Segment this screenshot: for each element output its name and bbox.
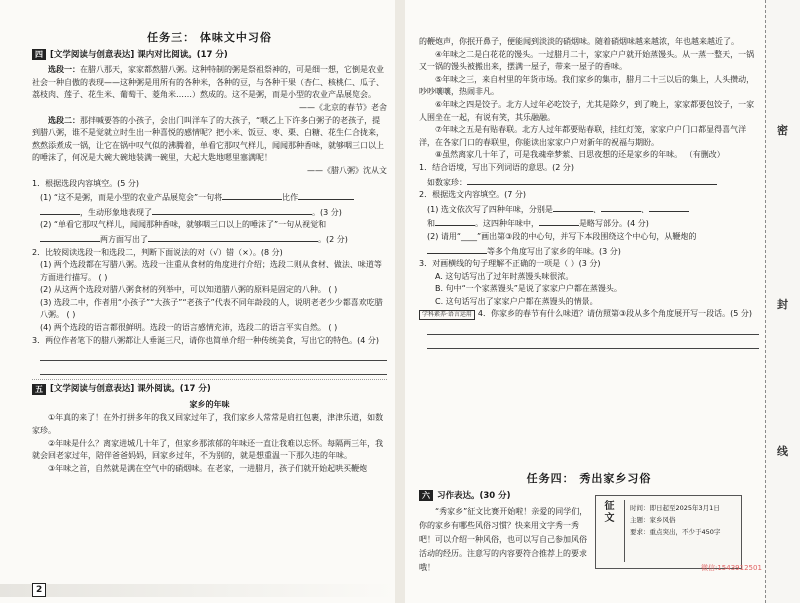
- article-para-2: ②年味是什么？离家进城几十年了，但家乡那浓郁的年味还一直让我难以忘怀。每隔两三年，我就会回老家过年，陪伴爸爸妈妈，回家乡过年，不为别的，就是想重温一下那久违的年味。: [32, 438, 384, 461]
- q1-part1-score: 。(3 分): [312, 207, 342, 217]
- r-q2-part1: (1) 选文依次写了四种年味，分别是 、 、: [419, 202, 759, 217]
- q1-part1: [32, 190, 387, 205]
- task3-title: 任务三： 体味文中习俗: [147, 31, 272, 44]
- r-q2-part1-text: (1) 选文依次写了四种年味，分别是: [427, 204, 553, 214]
- r-q1-item: [419, 175, 759, 190]
- r-q4-text: 4．你家乡的春节有什么味道？请仿照第③段从多个角度展开写一段话。(5 分): [477, 309, 753, 319]
- article-para-3: ③年味之首，自然就是满在空气中的硝烟味。在老家，一进腊月，孩子们就开始起哄买鞭炮: [48, 463, 368, 473]
- q1-part2-tail: 两方面写出了: [100, 234, 148, 244]
- literacy-tag: 学科素养·语言运用: [419, 310, 475, 320]
- essay-notice-card: [595, 495, 742, 569]
- r-q2-part2: (2) 请用“____”画出第③段的中心句，并写下本段围绕这个中心句，从鞭炮的: [427, 231, 697, 241]
- q2-item-3: [32, 297, 387, 322]
- answer-line[interactable]: [40, 349, 387, 361]
- q1-part1-cont: [32, 205, 387, 220]
- answer-line[interactable]: [427, 323, 759, 335]
- section6-number: 六: [419, 490, 433, 501]
- page-number: 2: [32, 583, 46, 597]
- r-q3-option-c: C. 这句话写出了家家户户都在蒸馒头的情景。: [435, 296, 598, 306]
- essay-prompt: “秀家乡”征文比赛开始啦！亲爱的同学们，你的家乡有哪些风俗习惯？快来用文字秀一秀吧！可以介绍一种风俗，也可以写自己参加风俗活动的经历。注意写的内容要符合推荐上的要求哦！: [419, 507, 588, 573]
- margin-mark-1: 密: [777, 124, 788, 137]
- article-para-5: ⑤年味之三，来自村里的年货市场。我们家乡的集市，腊月二十三以后的集上，人头攒动，吵吵嚷嚷，热闹非凡。: [419, 74, 755, 97]
- notice-divider: [624, 500, 625, 562]
- left-page: [0, 0, 395, 603]
- r-q2-end: 是略写部分。(4 分): [579, 219, 649, 229]
- right-content: [419, 36, 759, 349]
- passage2-text: 那拌喊要答的小孩子，会出门叫洋车了的大孩子，“喂乙上下许多白粥子的老孩子，提到腊八粥，谁不是觉就立时生出一种喜悦的感情呢？把小米、饭豆、枣、栗、白糖、花生仁合拢来，熬熬添煮成一锅，让它在锅中叹气似的沸腾着，单看它那叹气样儿，闻闻那种香味，就够咽三口以上的唾沫了，何况是大碗大碗地装满一碗里，大起大匙地嗯里塞满呢！: [32, 115, 384, 163]
- answer-blank[interactable]: [148, 232, 318, 242]
- answer-blank[interactable]: [40, 232, 100, 242]
- q2-item-2-text: (2) 从这两个选段对腊八粥食材的列举中，可以知道腊八粥的原料是固定的八种。: [40, 285, 326, 295]
- r-q3-option-a: A. 这句话写出了过年时蒸馒头味很浓。: [435, 271, 574, 281]
- r-q4: [419, 308, 759, 321]
- footer-bar: [0, 584, 395, 597]
- answer-blank[interactable]: [298, 190, 354, 200]
- q1-part2-cont: [32, 232, 387, 247]
- answer-blank[interactable]: [222, 190, 282, 200]
- article-para-cont: 的鞭炮声，你抿开鼻子，便能闻到淡淡的硝烟味。随着硝烟味越来越浓，年也越来越近了。: [419, 37, 739, 46]
- divider: [32, 379, 387, 380]
- q3-stem: 3．两位作者笔下的腊八粥都让人垂涎三尺，请你也简单介绍一种传统美食，写出它的特色。(4 分): [32, 335, 379, 345]
- answer-blank[interactable]: [601, 202, 641, 212]
- answer-blank[interactable]: [152, 205, 312, 215]
- section5-number: 五: [32, 384, 46, 395]
- q2-stem: 2．比较阅读选段一和选段二，判断下面说法的对（√）错（×）。(8 分): [32, 247, 283, 257]
- article-para-8-text: ⑧虽然离家几十年了，可是我魂牵梦萦、日思夜想的还是家乡的年味。: [435, 150, 683, 160]
- answer-blank[interactable]: [427, 244, 487, 254]
- answer-blank[interactable]: [40, 205, 80, 215]
- section5-header: [32, 383, 387, 396]
- q1-part1-mid: 比作: [282, 193, 299, 203]
- r-q1-stem: 1．结合语境，写出下列词语的意思。(2 分): [419, 162, 574, 172]
- task4-title: 任务四： 秀出家乡习俗: [526, 472, 652, 485]
- article-source-note: （有删改）: [684, 150, 725, 160]
- q2-item-4: [32, 322, 387, 335]
- margin-mark-3: 线: [777, 445, 788, 458]
- article-para-7: ⑦年味之五是有贴春联。北方人过年都要贴春联，挂红灯笼，家家户户门口都显得喜气洋洋，在各家门口的春联里，你能读出家家户户对新年的祝福与期盼。: [419, 125, 747, 147]
- passage1-source: ——《北京的春节》老舍: [299, 102, 387, 112]
- section6-title: 习作表达。(30 分): [437, 490, 511, 501]
- notice-requirement: 要求：重点突出，不少于450字: [630, 528, 721, 536]
- margin-mark-2: 封: [777, 298, 788, 311]
- section4-number: 四: [32, 49, 46, 60]
- passage2: [32, 115, 387, 165]
- answer-line[interactable]: [427, 337, 759, 349]
- answer-paren[interactable]: ( ): [328, 323, 338, 333]
- r-q2-mid: 。这四种年味中，: [475, 219, 539, 229]
- r-q2-and: 和: [427, 219, 435, 229]
- section4-title: [文学阅读与创意表达] 课内对比阅读。(17 分): [50, 49, 228, 60]
- answer-paren[interactable]: ( ): [328, 285, 338, 295]
- right-page: [405, 0, 765, 603]
- binding-margin: [765, 0, 800, 603]
- watermark: 微信:1543912501: [701, 564, 762, 572]
- left-content: [32, 32, 387, 475]
- article-para-8: [419, 149, 759, 162]
- answer-blank[interactable]: [553, 202, 593, 212]
- q1-part1-tail: ，生动形象地表现了: [80, 207, 152, 217]
- answer-paren[interactable]: ( ): [66, 310, 76, 320]
- q1-stem: 1．根据选段内容填空。(5 分): [32, 178, 139, 188]
- r-q2-part2-cont: [419, 244, 759, 259]
- answer-line[interactable]: [40, 363, 387, 375]
- answer-blank[interactable]: [467, 175, 717, 185]
- answer-blank[interactable]: [649, 202, 689, 212]
- q1-part1-text: (1) “这不是粥，而是小型的农业产品展览会”一句将: [40, 193, 223, 203]
- passage2-label: 选段二：: [48, 115, 80, 125]
- book-gutter: [395, 0, 405, 603]
- answer-blank[interactable]: [539, 216, 579, 226]
- answer-paren[interactable]: ( ): [98, 272, 108, 282]
- r-q2-part1-cont: [419, 216, 759, 231]
- q2-item-4-text: (4) 两个选段的语言都很鲜明。选段一的语言感情充沛，选段二的语言平实自然。: [40, 323, 326, 333]
- article-para-4: ④年味之二是白花花的馒头。一过腊月二十，家家户户就开始蒸馒头。从一蒸一整天，一锅又一锅的馒头被搬出来，摆满一屋子，带来一屋子的香味。: [419, 49, 755, 72]
- r-q3-stem: 3．对画横线的句子理解不正确的一项是（ ）(3 分): [419, 259, 601, 269]
- q2-item-1-text: (1) 两个选段都在写腊八粥。选段一注重从食材的角度进行介绍；选段二则从食材、做法、味道等方面进行描写。: [40, 260, 382, 282]
- notice-heading: 征文: [602, 500, 613, 524]
- r-q1-word: 如数家珍：: [427, 177, 467, 187]
- passage2-source: ——《腊八粥》沈从文: [307, 165, 387, 175]
- passage1: [32, 64, 387, 102]
- section5-title: [文学阅读与创意表达] 课外阅读。(17 分): [50, 384, 211, 395]
- notice-theme: 主题：家乡风俗: [630, 516, 676, 524]
- answer-blank[interactable]: [435, 216, 475, 226]
- passage1-label: 选段一：: [48, 65, 80, 75]
- r-q2-part2-tail: 等多个角度写出了家乡的年味。(3 分): [487, 246, 621, 256]
- q2-item-2: [32, 284, 387, 297]
- r-q3-option-b: B. 句中“一个家蒸馒头”是说了家家户户都在蒸馒头。: [435, 284, 622, 294]
- q2-item-1: [32, 259, 387, 284]
- section4-header: [32, 49, 387, 62]
- q1-part2-score: 。(2 分): [318, 234, 348, 244]
- article-title: 家乡的年味: [189, 399, 230, 409]
- article-para-1: ①年真的来了！在外打拼多年的我又回家过年了，我们家乡人常常是肩扛包裹，津津乐道，如数家珍。: [32, 413, 384, 436]
- passage1-text: 在腊八那天，家家都熬腊八粥。这种特制的粥是祭祖祭神的，可是细一想，它倒是农业社会一种自傲的表现——这种粥是用所有的各种米，各种的豆，与各种干果（杏仁、核桃仁、瓜子、荔枝肉、莲子、花生米、葡萄干、菱角米……）熬成的。这不是粥，而是小型的农业产品展览会。: [32, 65, 384, 100]
- r-q2-stem: 2．根据选文内容填空。(7 分): [419, 190, 526, 200]
- notice-time: 时间：即日起至2025年3月1日: [630, 504, 720, 512]
- q1-part2: (2) “单看它那叹气样儿，闻闻那种香味，就够咽三口以上的唾沫了”一句从视觉和: [40, 220, 327, 230]
- notice-lines: [630, 502, 720, 538]
- article-para-6: ⑥年味之四是饺子。北方人过年必吃饺子，尤其是除夕，到了晚上，家家都要包饺子，一家人围坐在一起，有说有笑，其乐融融。: [419, 99, 755, 122]
- q2-item-3-text: (3) 选段二中，作者用“小孩子”“大孩子”“老孩子”代表不同年龄段的人，说明老老少少都喜欢吃腊八粥。: [40, 297, 383, 320]
